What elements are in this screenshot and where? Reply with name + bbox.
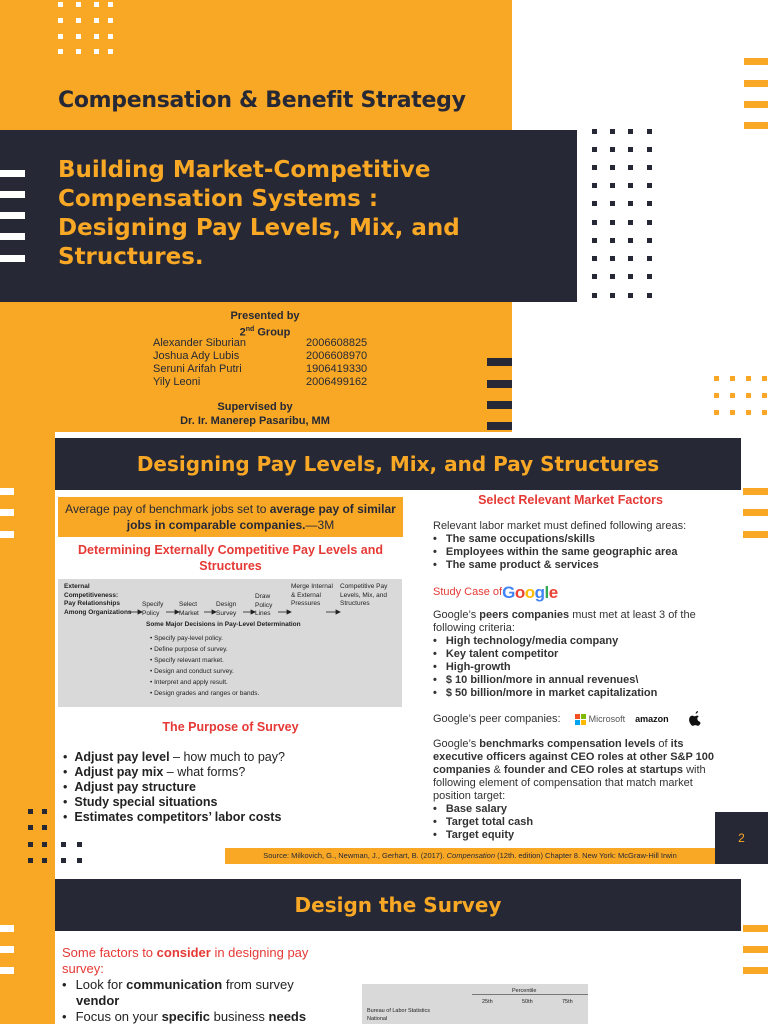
- list-item: • Adjust pay mix – what forms?: [63, 765, 285, 780]
- slide-title: Designing Pay Levels, Mix, and Pay Structures: [136, 452, 660, 476]
- table-col: 50th: [522, 999, 533, 1005]
- list-item: • Define purpose of survey.: [150, 646, 228, 653]
- paragraph: Relevant labor market must defined following areas:: [433, 520, 687, 532]
- list-item: • Specify pay-level policy.: [150, 635, 223, 642]
- divider: [472, 994, 588, 995]
- stripe-decoration: [743, 488, 768, 495]
- diagram-step: Merge Internal & External Pressures: [291, 583, 333, 607]
- table-col: 75th: [562, 999, 573, 1005]
- pay-level-diagram: [58, 579, 402, 707]
- stripe-decoration: [0, 946, 14, 953]
- list-item: • Employees within the same geographic area: [433, 546, 718, 559]
- list-item: • Base salary: [433, 803, 718, 816]
- table-col: 25th: [482, 999, 493, 1005]
- slide-title: Design the Survey: [294, 893, 502, 917]
- member-list: [153, 337, 367, 389]
- diagram-step: Draw Policy Lines: [255, 593, 273, 617]
- amazon-logo: amazon: [635, 713, 669, 724]
- slide-header: [55, 879, 741, 931]
- stripe-decoration: [0, 191, 25, 198]
- list-item: • Estimates competitors’ labor costs: [63, 810, 285, 825]
- stripe-decoration: [487, 358, 512, 366]
- stripe-decoration: [487, 422, 512, 430]
- member-row: Seruni Arifah Putri 1906419330: [153, 363, 368, 375]
- study-case-line: Study Case of Google: [433, 582, 558, 602]
- source-citation: Source: Milkovich, G., Newman, J., Gerhart, B. (2017). Compensation (12th. edition) Chapter 8. New York: McGraw-Hill Irwin: [225, 848, 715, 864]
- list-item: • The same product & services: [433, 559, 718, 572]
- member-row: Joshua Ady Lubis 2006608970: [153, 350, 368, 362]
- list-item: • Focus on your specific business needs: [62, 1009, 332, 1024]
- list-item: • Adjust pay level – how much to pay?: [63, 750, 285, 765]
- section-heading: The Purpose of Survey: [162, 720, 299, 734]
- slide-header: [55, 438, 741, 490]
- google-logo: Google: [502, 582, 558, 602]
- diagram-step: Select Market: [179, 601, 199, 617]
- stripe-decoration: [744, 122, 768, 129]
- slide-pay-levels: [0, 432, 768, 864]
- microsoft-logo: Microsoft: [575, 713, 626, 726]
- list-item: • High technology/media company: [433, 635, 718, 648]
- stripe-decoration: [743, 509, 768, 516]
- list-item: • Design and conduct survey.: [150, 668, 234, 675]
- stripe-decoration: [0, 509, 14, 516]
- diagram-origin-label: External Competitiveness: Pay Relationships Among Organizations: [64, 583, 132, 616]
- stripe-decoration: [743, 967, 768, 974]
- orange-side-panel: [0, 864, 55, 1024]
- orange-side-panel: [0, 432, 55, 864]
- list-item: • Interpret and apply result.: [150, 679, 228, 686]
- dot-grid-decoration: [56, 0, 116, 56]
- table-row: Bureau of Labor Statistics: [367, 1008, 430, 1014]
- group-label: 2nd Group: [239, 326, 291, 339]
- section-heading: Determining Externally Competitive Pay Levels and Structures: [78, 543, 383, 573]
- stripe-decoration: [0, 212, 25, 219]
- title-line: Building Market-Competitive: [58, 157, 431, 183]
- slide-title: [0, 0, 768, 432]
- supervisor-name: Dr. Ir. Manerep Pasaribu, MM: [180, 415, 330, 427]
- stripe-decoration: [744, 58, 768, 65]
- supervised-by-label: Supervised by: [217, 401, 293, 413]
- peer-companies-line: Google’s peer companies: Microsoft amazon: [433, 710, 718, 728]
- member-row: Alexander Siburian 2006608825: [153, 337, 368, 349]
- list-item: • $ 10 billion/more in annual revenues\: [433, 674, 718, 687]
- stripe-decoration: [0, 255, 25, 262]
- criteria-list: [433, 635, 718, 700]
- stripe-decoration: [0, 488, 14, 495]
- diagram-arrows: [58, 579, 402, 619]
- stripe-decoration: [743, 946, 768, 953]
- factor-list: [62, 977, 332, 1024]
- stripe-decoration: [0, 967, 14, 974]
- elements-list: [433, 803, 718, 842]
- paragraph: Some factors to consider in designing pay survey:: [62, 945, 309, 976]
- apple-icon: [687, 710, 703, 728]
- title-line: Structures.: [58, 244, 204, 270]
- page-number: 2: [715, 812, 768, 864]
- market-factors-panel: [433, 494, 718, 842]
- dot-grid-decoration: [710, 372, 768, 432]
- dot-grid-decoration: [588, 126, 658, 306]
- title-line: Designing Pay Levels, Mix, and: [58, 215, 460, 241]
- survey-factors: [62, 945, 332, 1024]
- stripe-decoration: [0, 170, 25, 177]
- list-item: • Target equity: [433, 829, 718, 842]
- presentation-title: [58, 156, 528, 272]
- quote-box: Average pay of benchmark jobs set to average pay of similar jobs in comparable companies.—3M: [58, 497, 403, 537]
- list-item: • Design grades and ranges or bands.: [150, 690, 260, 697]
- slide-design-survey: [0, 864, 768, 1024]
- stripe-decoration: [0, 531, 14, 538]
- section-heading: Select Relevant Market Factors: [478, 493, 663, 507]
- list-item: • $ 50 billion/more in market capitalization: [433, 687, 718, 700]
- list-item: • The same occupations/skills: [433, 533, 718, 546]
- table-header: Percentile: [512, 988, 537, 994]
- presentation-subtitle: Compensation & Benefit Strategy: [58, 88, 466, 113]
- stripe-decoration: [0, 233, 25, 240]
- stripe-decoration: [744, 80, 768, 87]
- stripe-decoration: [0, 925, 14, 932]
- list-item: • Key talent competitor: [433, 648, 718, 661]
- presenters-heading: [190, 310, 340, 340]
- table-row: National: [367, 1016, 388, 1022]
- title-line: Compensation Systems :: [58, 186, 379, 212]
- percentile-table: [362, 984, 588, 1024]
- list-item: • Study special situations: [63, 795, 285, 810]
- stripe-decoration: [744, 101, 768, 108]
- stripe-decoration: [487, 380, 512, 388]
- diagram-step: Design Survey: [216, 601, 237, 617]
- supervisor-block: [150, 400, 360, 428]
- paragraph: Google’s peers companies must met at least 3 of the following criteria:: [433, 609, 696, 634]
- areas-list: [433, 533, 718, 572]
- stripe-decoration: [743, 925, 768, 932]
- stripe-decoration: [487, 401, 512, 409]
- paragraph: Google’s benchmarks compensation levels of its executive officers against CEO roles at other S&P 100 companies & founder and CEO roles at startups with following element of compensation that match market position target:: [433, 738, 715, 802]
- diagram-step: Specify Policy: [142, 601, 164, 617]
- diagram-decisions-title: Some Major Decisions in Pay-Level Determination: [146, 621, 301, 628]
- diagram-decision-list: [150, 633, 259, 699]
- list-item: • Specify relevant market.: [150, 657, 224, 664]
- list-item: • Look for communication from survey vendor: [62, 977, 332, 1009]
- list-item: • High-growth: [433, 661, 718, 674]
- member-row: Yily Leoni 2006499162: [153, 376, 368, 388]
- presented-by-label: Presented by: [230, 310, 300, 322]
- microsoft-icon: [575, 714, 586, 725]
- list-item: • Target total cash: [433, 816, 718, 829]
- list-item: • Adjust pay structure: [63, 780, 285, 795]
- stripe-decoration: [743, 531, 768, 538]
- diagram-step: Competitive Pay Levels, Mix, and Structures: [340, 583, 388, 607]
- purpose-list: [63, 750, 285, 825]
